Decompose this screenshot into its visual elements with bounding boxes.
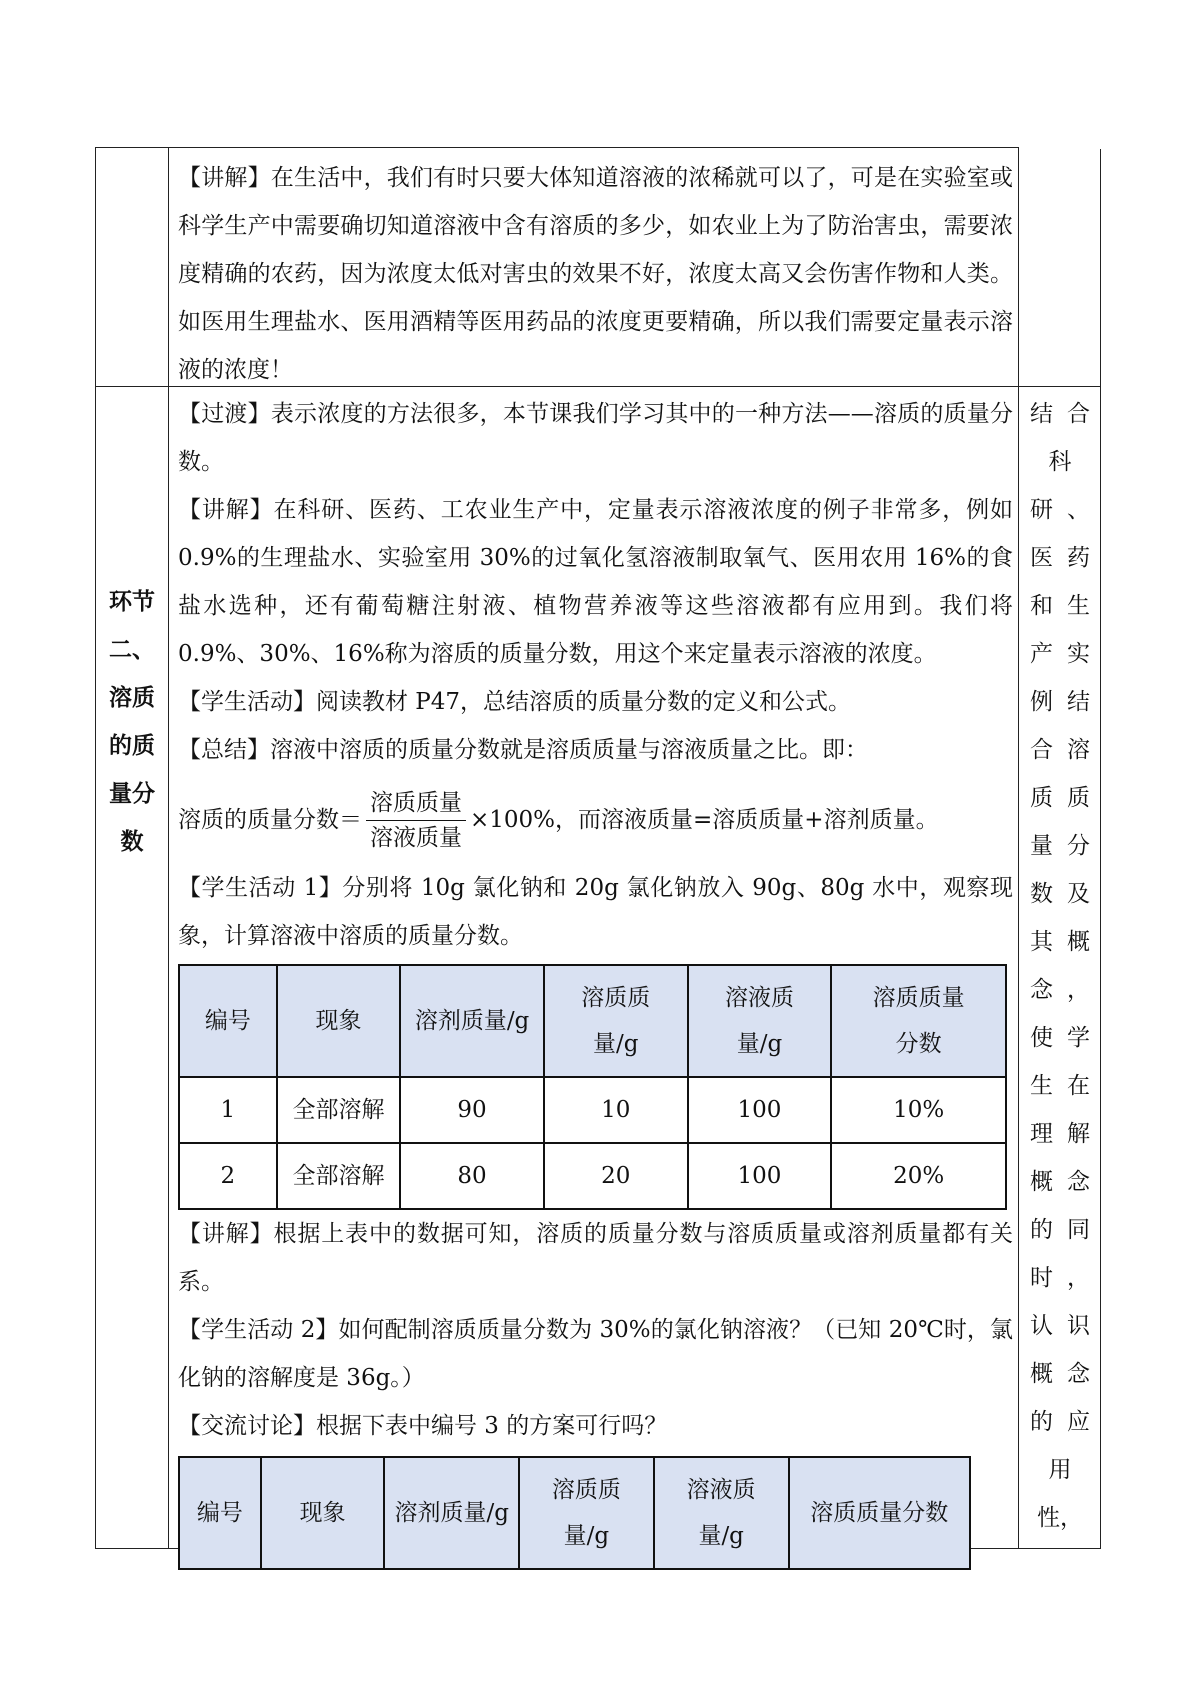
activity-paragraph: 【学生活动】阅读教材 P47，总结溶质的质量分数的定义和公式。: [178, 689, 852, 715]
section-title: [96, 578, 168, 866]
header-cell: 编号: [179, 1457, 261, 1569]
top-block: [178, 154, 1013, 394]
formula-fraction: [366, 788, 466, 853]
header-cell: 编号: [179, 965, 277, 1077]
table-cell: 20%: [831, 1143, 1006, 1209]
lesson-table: [95, 147, 1101, 1549]
intent-line: 数及: [1030, 881, 1090, 907]
formula-numerator: 溶质质量: [366, 788, 466, 821]
section-title-line: 数: [120, 829, 144, 855]
header-cell: 现象: [261, 1457, 385, 1569]
intent-line: 产实: [1030, 641, 1090, 667]
intent-line: 时，: [1030, 1265, 1090, 1291]
table-cell: 全部溶解: [277, 1143, 401, 1209]
header-cell: 溶质质量分数: [831, 965, 1006, 1077]
table-cell: 2: [179, 1143, 277, 1209]
explain-paragraph: 【讲解】在科研、医药、工农业生产中，定量表示溶液浓度的例子非常多，例如 0.9%的生理盐水、实验室用 30%的过氧化氢溶液制取氧气、医用农用 16%的食盐水选种，还有葡萄糖注射液、植物营养液等这些溶液都有应用到。我们将 0.9%、30%、16%称为溶质的质量分数，用这个来定量表示溶液的浓度。: [178, 497, 1013, 667]
header-cell: 溶剂质量/g: [400, 965, 544, 1077]
design-intent-column: [1018, 390, 1102, 1542]
header-cell: 溶剂质量/g: [384, 1457, 519, 1569]
table-cell: 10: [544, 1077, 688, 1143]
table-row: [179, 1143, 1006, 1209]
intent-line: 量分: [1030, 833, 1090, 859]
column-divider: [168, 148, 169, 1548]
header-cell: 溶液质量/g: [688, 965, 832, 1077]
intent-line: 和生: [1030, 593, 1090, 619]
transition-paragraph: 【过渡】表示浓度的方法很多，本节课我们学习其中的一种方法——溶质的质量分数。: [178, 401, 1013, 475]
intent-line: 概念: [1030, 1361, 1090, 1387]
explain-paragraph: 【讲解】根据上表中的数据可知，溶质的质量分数与溶质质量或溶剂质量都有关系。: [178, 1221, 1013, 1295]
header-cell: 现象: [277, 965, 401, 1077]
table-cell: 80: [400, 1143, 544, 1209]
explain-paragraph: 【讲解】在生活中，我们有时只要大体知道溶液的浓稀就可以了，可是在实验室或科学生产中需要确切知道溶液中含有溶质的多少，如农业上为了防治害虫，需要浓度精确的农药，因为浓度太低对害虫的效果不好，浓度太高又会伤害作物和人类。如医用生理盐水、医用酒精等医用药品的浓度更要精确，所以我们需要定量表示溶液的浓度！: [178, 165, 1013, 383]
intent-line: 念，: [1030, 977, 1090, 1003]
table-row: [179, 1077, 1006, 1143]
intent-line: 合溶: [1030, 737, 1090, 763]
intent-line: 性，: [1037, 1505, 1083, 1531]
formula-lhs: 溶质的质量分数＝: [178, 807, 362, 833]
intent-line: 研、: [1030, 497, 1090, 523]
table-cell: 100: [688, 1077, 832, 1143]
discussion-paragraph: 【交流讨论】根据下表中编号 3 的方案可行吗？: [178, 1413, 668, 1439]
table-header-row: [179, 1457, 970, 1569]
header-cell: 溶质质量/g: [544, 965, 688, 1077]
header-cell: 溶质质量分数: [789, 1457, 970, 1569]
summary-paragraph: 【总结】溶液中溶质的质量分数就是溶质质量与溶液质量之比。即：: [178, 737, 868, 763]
intent-line: 使学: [1030, 1025, 1090, 1051]
table-header-row: [179, 965, 1006, 1077]
section-title-line: 环节: [109, 589, 155, 615]
section-title-line: 的质: [109, 733, 155, 759]
table-cell: 90: [400, 1077, 544, 1143]
formula-rhs: ×100%，而溶液质量=溶质质量+溶剂质量。: [470, 807, 939, 833]
intent-line: 的同: [1030, 1217, 1090, 1243]
header-cell: 溶液质量/g: [654, 1457, 789, 1569]
intent-line: 结合: [1030, 401, 1090, 427]
table-cell: 1: [179, 1077, 277, 1143]
section-title-line: 二、: [109, 637, 155, 663]
intent-line: 其概: [1030, 929, 1090, 955]
table-cell: 100: [688, 1143, 832, 1209]
intent-line: 理解: [1030, 1121, 1090, 1147]
intent-line: 的应: [1030, 1409, 1090, 1435]
intent-line: 认识: [1030, 1313, 1090, 1339]
intent-line: 医药: [1030, 545, 1090, 571]
activity1-paragraph: 【学生活动 1】分别将 10g 氯化钠和 20g 氯化钠放入 90g、80g 水中，观察现象，计算溶液中溶质的质量分数。: [178, 875, 1013, 949]
intent-line: 生在: [1030, 1073, 1090, 1099]
section-title-line: 溶质: [109, 685, 155, 711]
formula-denominator: 溶液质量: [370, 824, 462, 851]
intent-line: 用: [1048, 1457, 1072, 1483]
activity2-paragraph: 【学生活动 2】如何配制溶质质量分数为 30%的氯化钠溶液？（已知 20℃时，氯化钠的溶解度是 36g。）: [178, 1317, 1013, 1391]
table-cell: 10%: [831, 1077, 1006, 1143]
table-cell: 全部溶解: [277, 1077, 401, 1143]
mass-fraction-formula: [178, 776, 1013, 864]
intent-line: 质质: [1030, 785, 1090, 811]
table-cell: 20: [544, 1143, 688, 1209]
header-cell: 溶质质量/g: [519, 1457, 654, 1569]
intent-line: 例结: [1030, 689, 1090, 715]
experiment-table-2: [178, 1456, 971, 1570]
intent-line: 科: [1048, 449, 1072, 475]
intent-line: 概念: [1030, 1169, 1090, 1195]
experiment-table-1: [178, 964, 1007, 1210]
main-content: [178, 390, 1013, 1570]
section-title-line: 量分: [109, 781, 155, 807]
